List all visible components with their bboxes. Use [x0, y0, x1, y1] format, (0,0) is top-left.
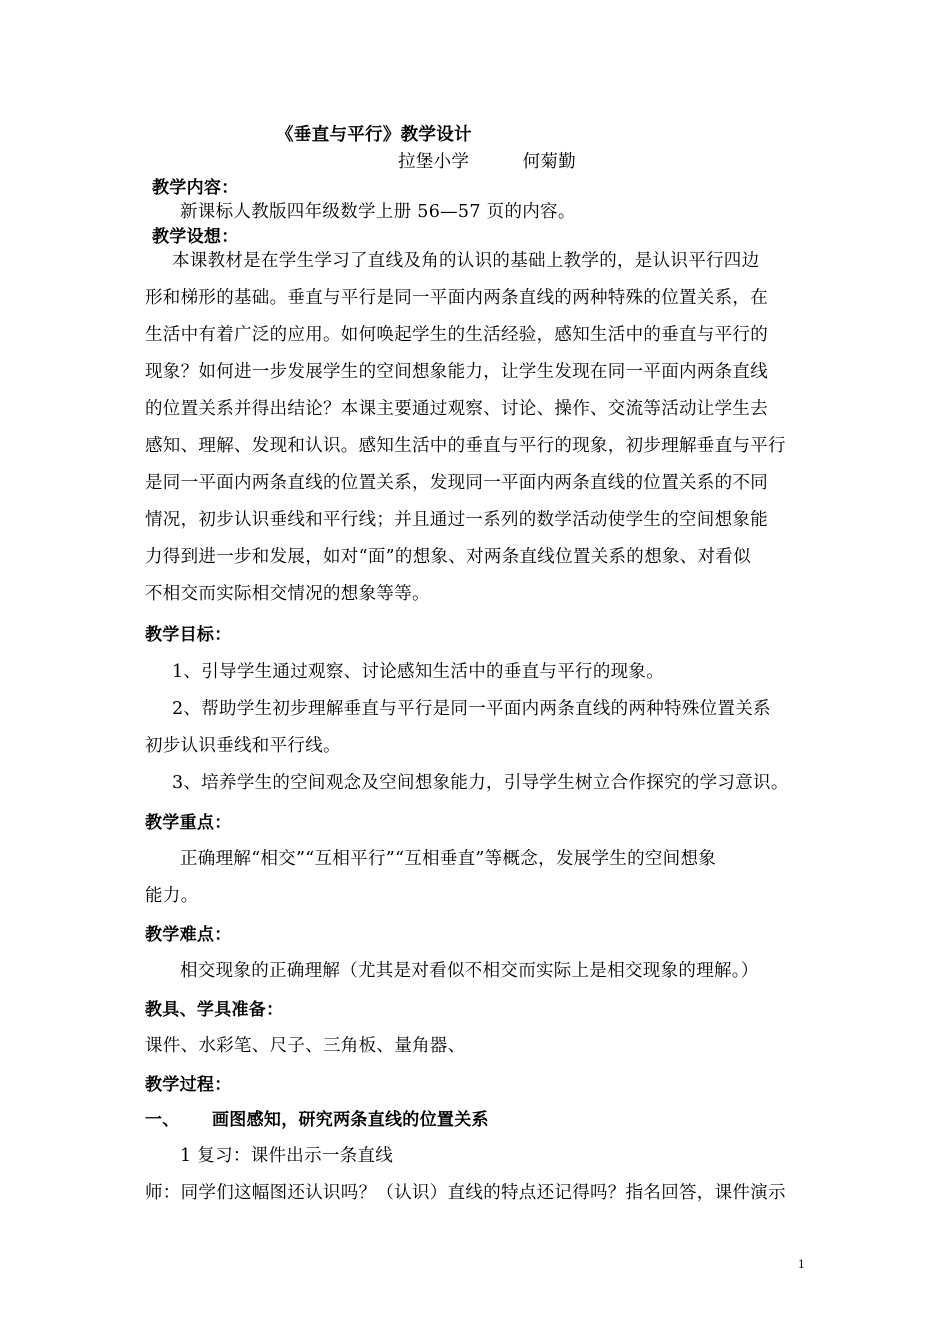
content-text: 新课标人教版四年级数学上册 56—57 页的内容。 — [180, 202, 576, 222]
page-number: 1 — [798, 1256, 805, 1271]
difficulty-heading: 教学难点： — [145, 925, 232, 945]
author-line: 拉堡小学 何菊勤 — [398, 152, 576, 172]
teacher-dialogue-line: 师：同学们这幅图还认识吗？（认识）直线的特点还记得吗？指名回答，课件演示 — [145, 1183, 786, 1203]
tools-heading: 教具、学具准备： — [145, 1000, 284, 1020]
goal-item: 1、引导学生通过观察、讨论感知生活中的垂直与平行的现象。 — [172, 662, 665, 682]
design-paragraph-line: 情况，初步认识垂线和平行线；并且通过一系列的数学活动使学生的空间想象能 — [145, 510, 768, 530]
goals-heading: 教学目标： — [145, 625, 232, 645]
goal-item: 3、培养学生的空间观念及空间想象能力，引导学生树立合作探究的学习意识。 — [172, 773, 789, 793]
goal-item: 2、帮助学生初步理解垂直与平行是同一平面内两条直线的两种特殊位置关系 — [172, 699, 771, 719]
document-title: 《垂直与平行》教学设计 — [276, 125, 472, 145]
design-paragraph-line: 现象？如何进一步发展学生的空间想象能力，让学生发现在同一平面内两条直线 — [145, 362, 768, 382]
design-paragraph-line: 力得到进一步和发展，如对“面”的想象、对两条直线位置关系的想象、对看似 — [145, 547, 751, 567]
process-heading: 教学过程： — [145, 1075, 232, 1095]
key-points-text: 能力。 — [145, 886, 199, 906]
difficulty-text: 相交现象的正确理解（尤其是对看似不相交而实际上是相交现象的理解。） — [180, 961, 759, 981]
process-step-title: 画图感知，研究两条直线的位置关系 — [212, 1110, 489, 1130]
key-points-heading: 教学重点： — [145, 813, 232, 833]
tools-text: 课件、水彩笔、尺子、三角板、量角器、 — [145, 1036, 466, 1056]
design-paragraph-line: 感知、理解、发现和认识。感知生活中的垂直与平行的现象，初步理解垂直与平行 — [145, 436, 786, 456]
design-paragraph-line: 的位置关系并得出结论？本课主要通过观察、讨论、操作、交流等活动让学生去 — [145, 399, 768, 419]
goal-item-continuation: 初步认识垂线和平行线。 — [145, 736, 341, 756]
design-paragraph-line: 本课教材是在学生学习了直线及角的认识的基础上教学的，是认识平行四边 — [172, 251, 760, 271]
design-heading: 教学设想： — [152, 227, 239, 247]
design-paragraph-line: 生活中有着广泛的应用。如何唤起学生的生活经验，感知生活中的垂直与平行的 — [145, 325, 768, 345]
key-points-text: 正确理解“相交”“互相平行”“互相垂直”等概念，发展学生的空间想象 — [180, 849, 717, 869]
design-paragraph-line: 形和梯形的基础。垂直与平行是同一平面内两条直线的两种特殊的位置关系，在 — [145, 288, 768, 308]
process-step-number: 一、 — [145, 1110, 180, 1130]
content-heading: 教学内容： — [152, 178, 239, 198]
design-paragraph-line: 不相交而实际相交情况的想象等等。 — [145, 584, 430, 604]
design-paragraph-line: 是同一平面内两条直线的位置关系，发现同一平面内两条直线的位置关系的不同 — [145, 473, 768, 493]
review-line: 1 复习：课件出示一条直线 — [180, 1146, 394, 1166]
